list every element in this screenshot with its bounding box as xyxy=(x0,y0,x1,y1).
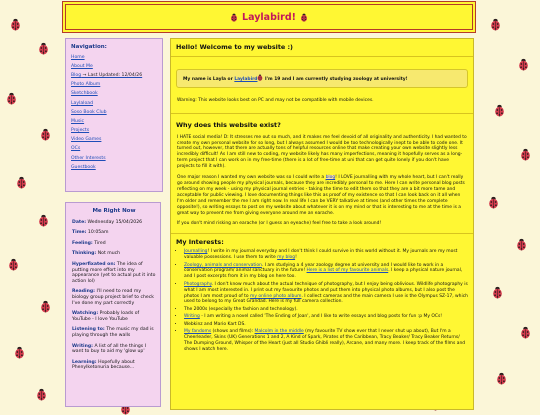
interest-text: ! xyxy=(295,255,297,261)
ladybug-icon xyxy=(516,238,527,251)
interest-link[interactable]: Here is a list of my favourite animals xyxy=(306,268,389,274)
right-now-item xyxy=(72,251,156,257)
nav-link-label[interactable]: About Me xyxy=(71,63,93,69)
right-now-item xyxy=(72,230,156,236)
nav-link-label[interactable]: Other Interests xyxy=(71,155,106,161)
interests-list xyxy=(171,249,473,353)
interest-link[interactable]: my blog xyxy=(277,255,296,261)
nav-link-label[interactable]: Sketchbook xyxy=(71,91,98,97)
right-now-label: Watching: xyxy=(72,311,99,317)
ladybug-icon xyxy=(14,346,25,359)
interest-text: . I am studying a 4 year zoology degree at university and I would like to work in a conservation program/ animal sanctuary in the future! xyxy=(184,262,444,274)
right-now-value: Probably loads of YouTube - I love YouTube xyxy=(72,311,140,322)
interest-link[interactable]: my online photo album xyxy=(250,293,302,299)
nav-link-label[interactable]: Photo Album xyxy=(71,82,101,88)
right-now-value: Wednesday 15/04/2026 xyxy=(87,219,143,225)
interest-item xyxy=(184,249,468,261)
ladybug-icon xyxy=(492,286,503,299)
right-now-item xyxy=(72,220,156,226)
right-now-item xyxy=(72,241,156,247)
right-now-label: Thinking: xyxy=(72,251,97,257)
nav-item-soso-book-club[interactable] xyxy=(71,110,162,119)
nav-link-label[interactable]: Home xyxy=(71,54,85,60)
nav-link-label[interactable]: Music xyxy=(71,118,85,124)
blog-link[interactable]: blog xyxy=(325,175,336,181)
right-now-item xyxy=(72,289,156,306)
ladybug-icon xyxy=(488,196,499,209)
intro-box xyxy=(176,69,468,88)
interest-item xyxy=(184,263,468,281)
blog-last-updated: → Last Updated: 12/04/26 xyxy=(81,72,143,78)
ladybug-icon xyxy=(520,326,531,339)
right-now-value: The idea of putting more effort into my appearance (yet to actual put it into action lol) xyxy=(72,261,156,284)
interest-link[interactable]: My fandoms xyxy=(184,329,212,335)
interest-text: (shows and films): xyxy=(211,329,255,335)
right-now-value: 10:05am xyxy=(87,230,109,236)
why-paragraph-2 xyxy=(171,175,473,216)
ladybug-icon xyxy=(518,58,529,71)
nav-item-video-games[interactable] xyxy=(71,137,162,146)
me-right-now-panel xyxy=(65,202,161,407)
ladybug-icon xyxy=(6,92,17,105)
nav-item-laylaload[interactable] xyxy=(71,101,162,110)
nav-item-photo-album[interactable] xyxy=(71,82,162,91)
nav-item-ocs[interactable] xyxy=(71,146,162,155)
interest-link[interactable]: Journalling xyxy=(184,249,208,255)
right-now-item xyxy=(72,311,156,322)
right-now-label: Learning: xyxy=(72,359,97,365)
nav-item-guestbook[interactable] xyxy=(71,165,162,174)
interest-link[interactable]: Zoology, animals and conservation xyxy=(184,262,262,268)
why-heading: Why does this website exist? xyxy=(176,120,281,129)
intro-text: My name is Layla or xyxy=(183,76,235,82)
nav-link-label[interactable]: Blog xyxy=(71,72,82,78)
right-now-value: Hopefully about Phenylketonuria because... xyxy=(72,359,135,371)
ladybug-icon xyxy=(40,300,51,313)
site-title: Laylabird! xyxy=(242,11,296,23)
nav-item-other-interests[interactable] xyxy=(71,156,162,165)
ladybug-icon xyxy=(8,258,19,271)
interest-text: . I collect cameras and the main camera I use is the Olympus SZ-17, which used to belong to my Great Grandad. Here is my full camera collection. xyxy=(184,293,468,305)
navigation-title: Navigation: xyxy=(71,44,107,50)
interest-text: . I keep a physical nature journal, and I post excerpts from it in my blog on here too. xyxy=(184,268,463,280)
why-text: One major reason I wanted my own website was so I could write a xyxy=(177,175,326,181)
warning-text: Warning: This website looks best on PC and may not be compatible with mobile devices. xyxy=(177,97,374,103)
nav-item-projects[interactable] xyxy=(71,128,162,137)
right-now-label: Date: xyxy=(72,219,87,225)
ladybug-icon xyxy=(520,148,531,161)
navigation-panel xyxy=(65,38,163,192)
nav-item-about-me[interactable] xyxy=(71,64,162,73)
interest-text: ! I write in my journal everyday and I don't think I could survive in this world without it. My journals are my most valuable possessions. I use them to write xyxy=(184,249,458,261)
right-now-label: Feeling: xyxy=(72,240,93,246)
interest-text: . I don't know much about the actual technique of photography, but I enjoy being oblivious. Wildlife photography is what I am most interested in. I print out my favourite photos and put them into physical photo albums, but I also post the photos I am most proud of to xyxy=(184,281,468,299)
laylabird-link[interactable]: Laylabird xyxy=(234,76,258,82)
intro-text-end: I'm 19 and I am currently studying zoology at university! xyxy=(263,76,408,82)
divider xyxy=(171,56,473,57)
why-text-end: ! I LOVE journalling with my whole heart, but I can't really go around showing people my physical journals, because they are incredibly personal to me. Here I can write personal blog posts reflecting on my week - using my physical journal entries - taking the time to edit them so that they are a bit more tame and acceptable for public viewing. I love documenting things like this as proof of my existence so that I can look back on it all when I'm older and remember the me I am right now. In real life I can be VERY talkative at times (and other times the complete opposite!), so writing essays to post on my website about whatever it is on my mind or that is interesting to me at the time is a great way to prevent me from giving everyone around me an earache. xyxy=(177,175,465,216)
nav-link-label[interactable]: Guestbook xyxy=(71,164,96,170)
ladybug-icon xyxy=(496,372,507,385)
right-now-item xyxy=(72,360,156,371)
main-content[interactable] xyxy=(170,38,474,410)
right-now-value: Not much xyxy=(97,251,121,257)
right-now-label: Time: xyxy=(72,230,87,236)
site-header xyxy=(65,4,473,30)
right-now-label: Reading: xyxy=(72,289,96,295)
ladybug-icon xyxy=(38,214,49,227)
nav-item-home[interactable] xyxy=(71,55,162,64)
why-paragraph-1: I HATE social media! D: It stresses me out so much, and it makes me feel devoid of all originality and authenticity. I had wanted to create my own personal website for so long, but I always assumed I would be too technologically inept to be able to code one. It turned out, however, that there are actually tons of helpful resources online that make creating your own website slightly less incredibly difficult! As I am still new to coding, my website likely has many imperfections, meaning it hopefully serves as a long-term project that I can work on in my free-time (there is a lot of free-time at uni that can get quite lonely if you don't have projects to fill it with). xyxy=(177,134,467,170)
interest-item xyxy=(184,314,468,320)
me-right-now-list xyxy=(72,220,156,371)
nav-item-sketchbook[interactable] xyxy=(71,91,162,100)
ladybug-icon xyxy=(16,176,27,189)
interests-heading: My Interests: xyxy=(176,238,224,247)
interest-item xyxy=(184,329,468,353)
right-now-value: The music my dad is playing through the walls xyxy=(72,327,154,338)
interest-link[interactable]: Photography xyxy=(184,281,212,287)
nav-link-label[interactable]: Soso Book Club xyxy=(71,109,107,115)
nav-link-label[interactable]: Laylaload xyxy=(71,100,94,106)
interest-text: The 2000s (especially the fashion and technology). xyxy=(184,306,298,312)
interest-text: Webkinz and Mario Kart DS. xyxy=(184,321,246,327)
interest-link[interactable]: Malcolm in the middle xyxy=(254,329,304,335)
nav-link-label[interactable]: OCs xyxy=(71,146,81,152)
interest-item xyxy=(184,322,468,328)
nav-item-blog[interactable] xyxy=(71,73,162,82)
nav-item-music[interactable] xyxy=(71,119,162,128)
welcome-heading: Hello! Welcome to my website :) xyxy=(176,43,293,51)
ladybug-icon xyxy=(38,42,49,55)
ladybug-icon xyxy=(36,388,47,401)
interest-text: (my favourite TV show ever that I never shut up about), But I'm a Cheerleader, Skins (UK) Generations 1 and 2, A Kind of Spark, Pirates of the Caribbean, Tracy Beaker/ Tracy Beaker Returns/ The Dumping Ground, Whisper of the Heart (just all Studio Ghibli really), Arcane, and many more. I keep track of the films and shows I watch here. xyxy=(184,329,466,352)
ladybug-icon xyxy=(490,18,501,31)
right-now-item xyxy=(72,262,156,284)
right-now-item xyxy=(72,327,156,338)
right-now-value: A list of all the things I want to buy to aid my 'glow up' xyxy=(72,343,147,355)
right-now-value: I'll need to read my biology group project brief to check I've done my part correctly xyxy=(72,289,154,306)
right-now-value: Tired xyxy=(94,240,106,246)
nav-link-label[interactable]: Projects xyxy=(71,128,90,134)
interest-link[interactable]: Writing xyxy=(184,314,200,320)
navigation-list xyxy=(66,55,162,174)
ladybug-icon xyxy=(40,128,51,141)
interest-item xyxy=(184,307,468,313)
me-right-now-title: Me Right Now xyxy=(92,208,136,214)
why-paragraph-3: If you don't mind risking an earache (or I guess an eyeache) feel free to take a look around! xyxy=(177,221,382,227)
ladybug-icon xyxy=(230,13,238,22)
interest-text: - I am writing a novel called 'The Ending of Joan', and I like to write essays and blog posts for fun :p My OCs! xyxy=(199,314,443,320)
right-now-item xyxy=(72,344,156,355)
nav-link-label[interactable]: Video Games xyxy=(71,137,102,143)
right-now-label: Listening to: xyxy=(72,327,105,333)
right-now-label: Writing: xyxy=(72,343,93,349)
ladybug-icon xyxy=(494,104,505,117)
ladybug-icon xyxy=(300,13,308,22)
interest-item xyxy=(184,282,468,306)
right-now-label: Hyperfixated on: xyxy=(72,261,116,267)
ladybug-icon xyxy=(10,18,21,31)
